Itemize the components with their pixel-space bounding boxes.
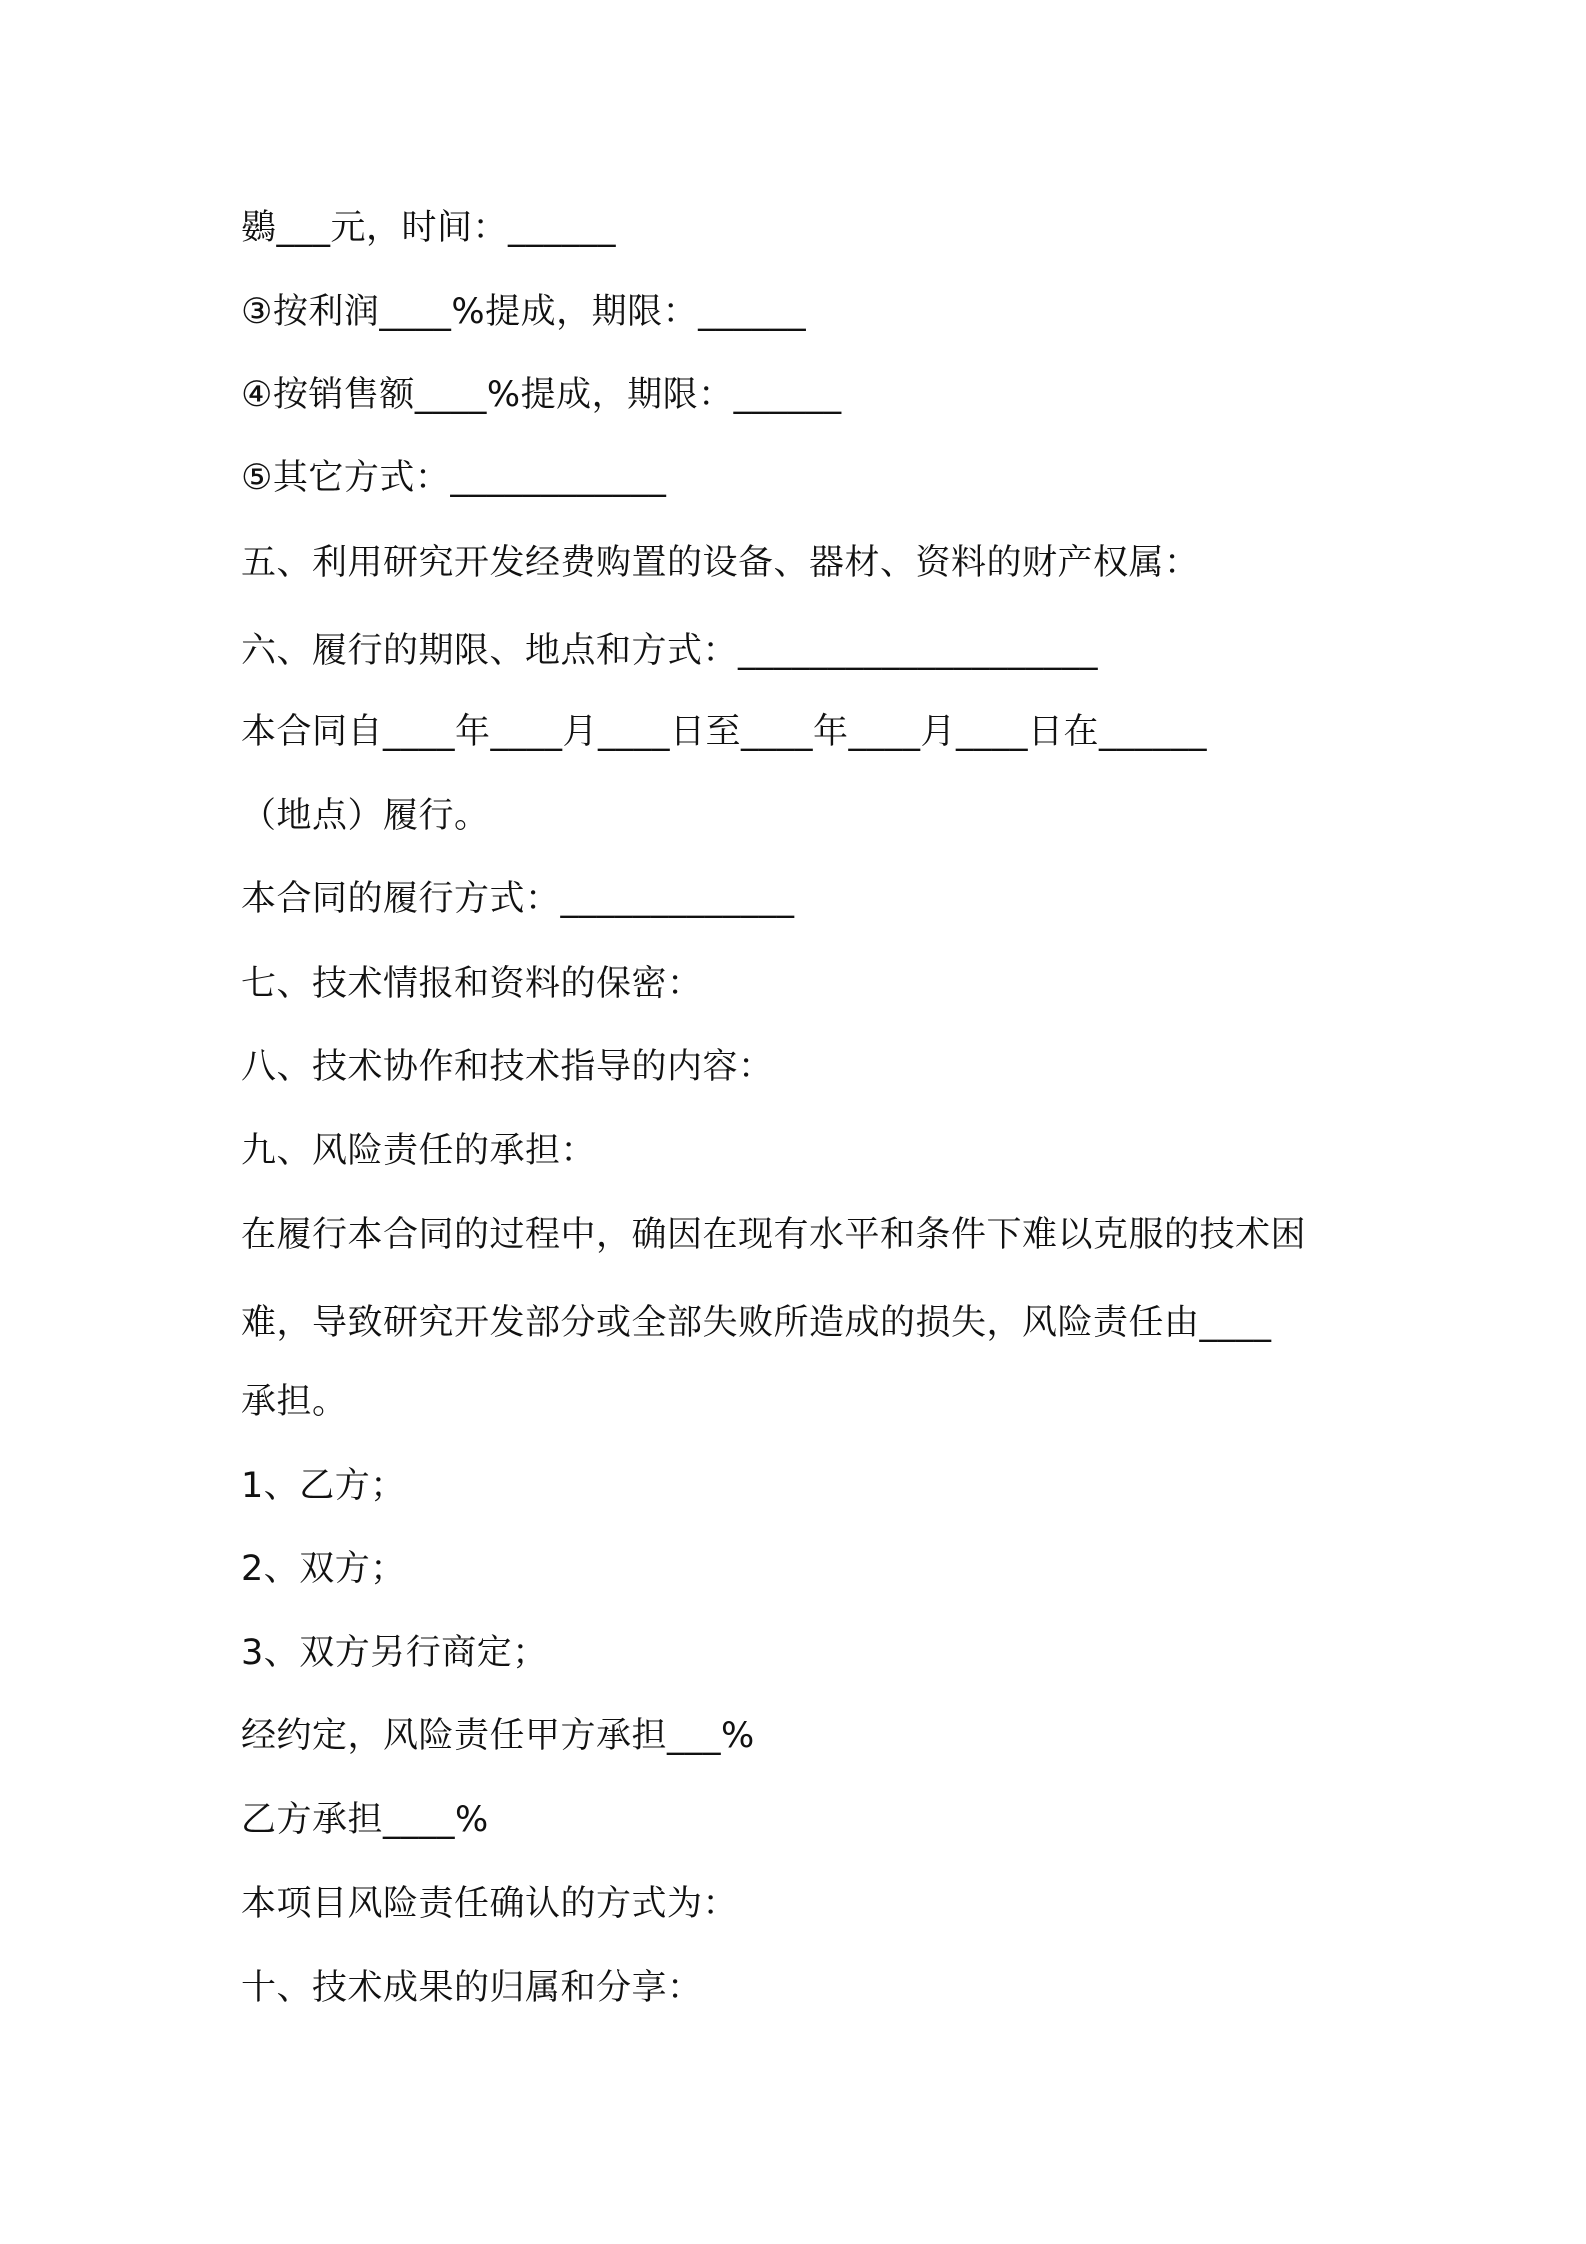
performance-method-line: 本合同的履行方式：_____________ <box>241 879 795 919</box>
section-9-heading: 九、风险责任的承担： <box>241 1131 597 1171</box>
section-6-heading: 六、履行的期限、地点和方式：____________________ <box>241 631 1099 671</box>
party-a-risk-share: 经约定，风险责任甲方承担___% <box>241 1716 755 1756</box>
profit-share-line: ③按利润____%提成，期限：______ <box>241 292 807 332</box>
risk-option-1: 1、乙方； <box>241 1466 406 1506</box>
other-method-line: ⑤其它方式：____________ <box>241 458 667 498</box>
risk-option-3: 3、双方另行商定； <box>241 1633 548 1673</box>
risk-confirmation-method: 本项目风险责任确认的方式为： <box>241 1884 739 1924</box>
section-8-heading: 八、技术协作和技术指导的内容： <box>241 1047 774 1087</box>
risk-paragraph-line-3: 承担。 <box>241 1382 348 1422</box>
risk-paragraph-line-2: 难，导致研究开发部分或全部失败所造成的损失，风险责任由____ <box>241 1303 1272 1343</box>
performance-location-line: （地点）履行。 <box>241 796 490 836</box>
section-5-heading: 五、利用研究开发经费购置的设备、器材、资料的财产权属： <box>241 543 1200 583</box>
payment-amount-line: 鷃___元，时间：______ <box>241 208 617 248</box>
risk-paragraph-line-1: 在履行本合同的过程中，确因在现有水平和条件下难以克服的技术困 <box>241 1215 1307 1255</box>
performance-period-line: 本合同自____年____月____日至____年____月____日在______ <box>241 712 1208 752</box>
party-b-risk-share: 乙方承担____% <box>241 1800 489 1840</box>
sales-share-line: ④按销售额____%提成，期限：______ <box>241 375 842 415</box>
section-10-heading: 十、技术成果的归属和分享： <box>241 1968 703 2008</box>
risk-option-2: 2、双方； <box>241 1549 406 1589</box>
section-7-heading: 七、技术情报和资料的保密： <box>241 964 703 1004</box>
